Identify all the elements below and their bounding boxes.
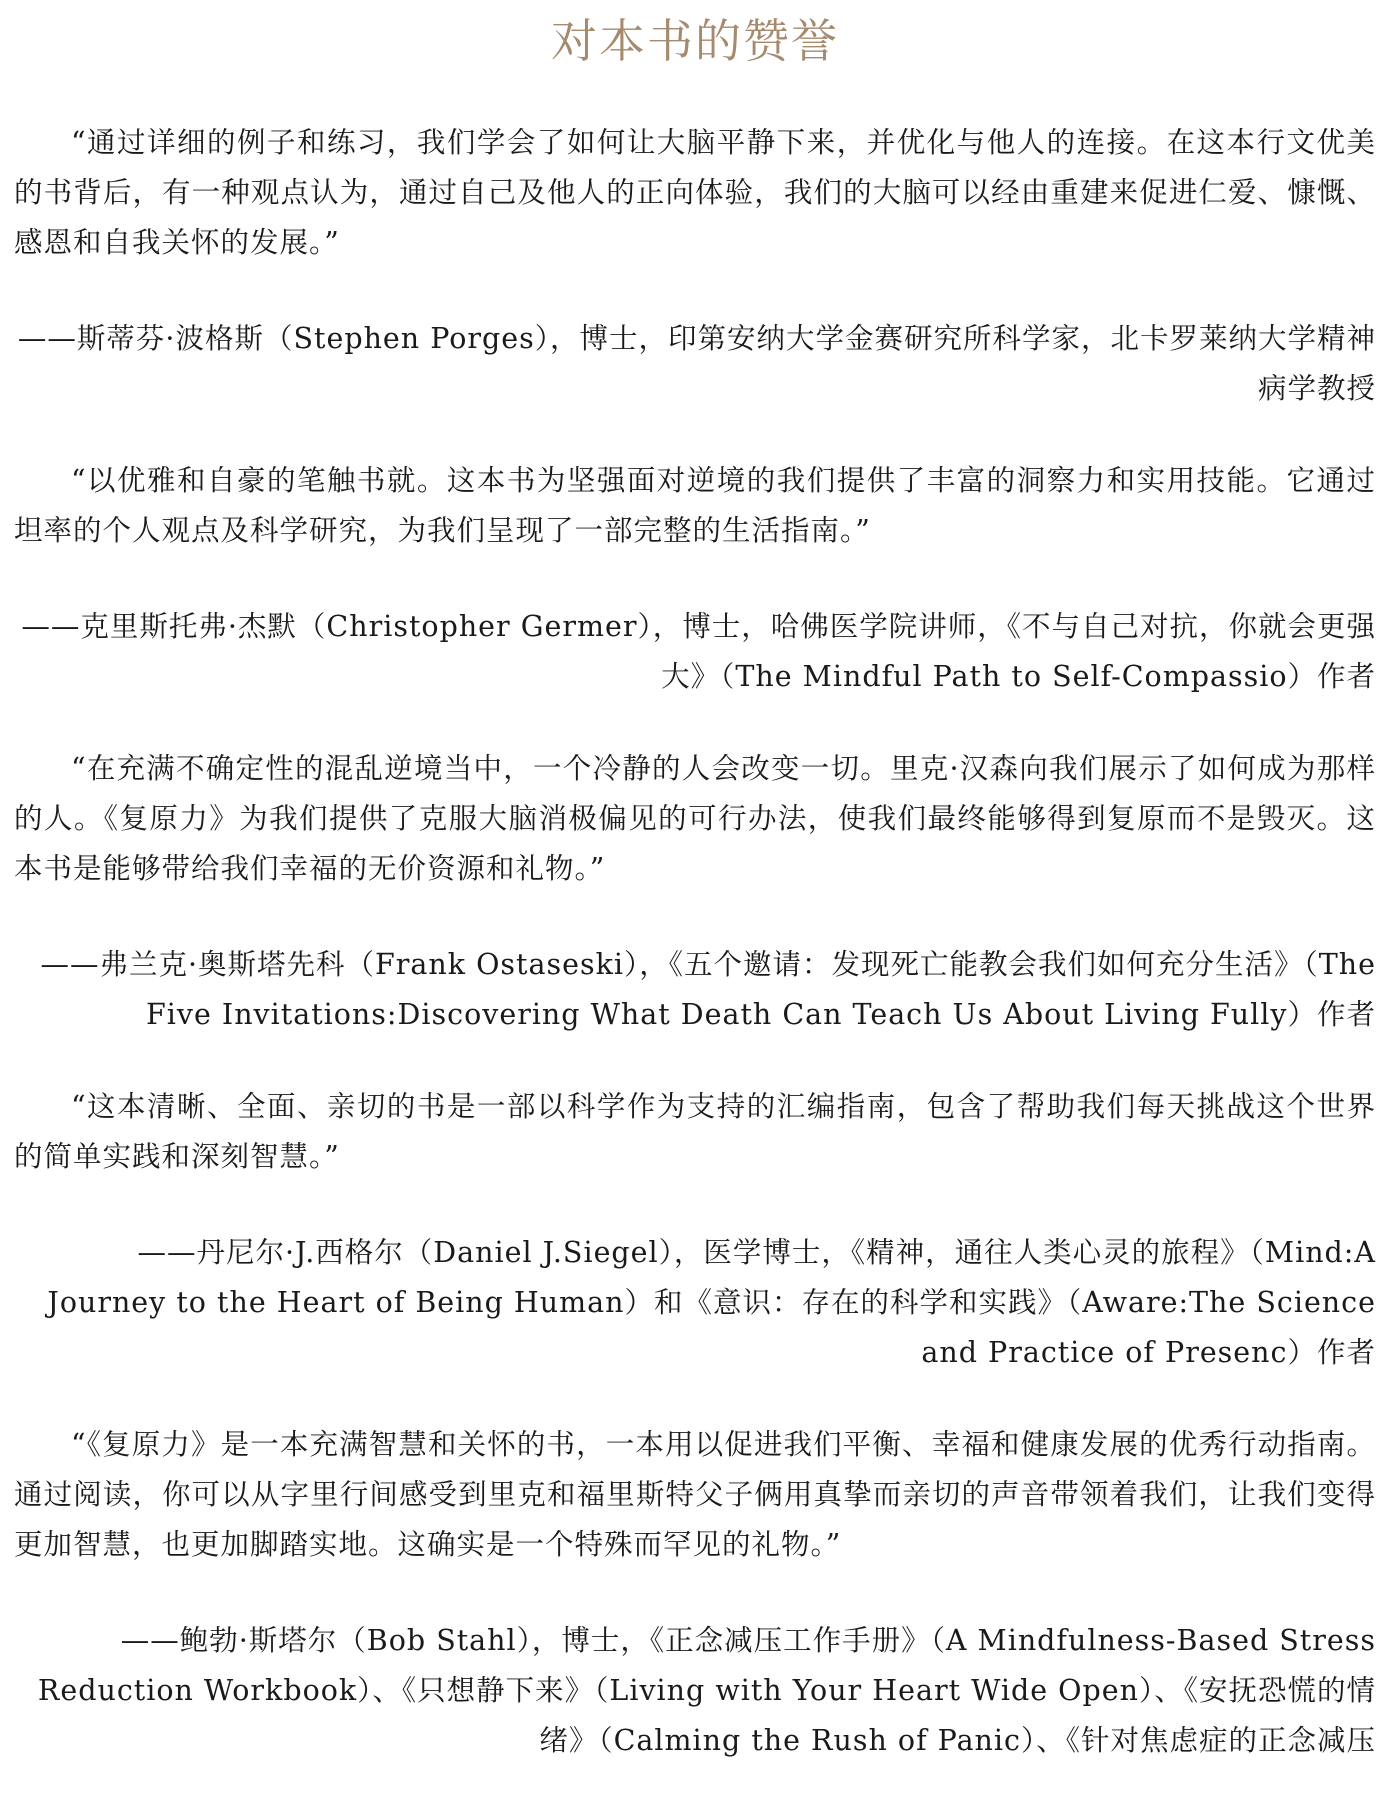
endorsement-attribution: ——斯蒂芬·波格斯（Stephen Porges），博士，印第安纳大学金赛研究所科学家，北卡罗莱纳大学精神病学教授 [17,322,1376,405]
page [14,0,1376,1766]
endorsement-attribution: ——丹尼尔·J.西格尔（Daniel J.Siegel），医学博士，《精神，通往人类心灵的旅程》（Mind:A Journey to the Heart of Being Human）和《意识：存在的科学和实践》（Aware:The Science and Practice of Presenc）作者 [47,1236,1376,1369]
page-title: 对本书的赞誉 [551,14,839,68]
endorsement-attribution: ——弗兰克·奥斯塔先科（Frank Ostaseski），《五个邀请：发现死亡能教会我们如何充分生活》（The Five Invitations:Discovering What Death Can Teach Us About Living Fully）作者 [40,948,1376,1031]
endorsement-quote: “通过详细的例子和练习，我们学会了如何让大脑平静下来，并优化与他人的连接。在这本行文优美的书背后，有一种观点认为，通过自己及他人的正向体验，我们的大脑可以经由重建来促进仁爱、慷慨、感恩和自我关怀的发展。” [14,126,1376,259]
endorsement [14,456,1376,702]
endorsement-quote: “在充满不确定性的混乱逆境当中，一个冷静的人会改变一切。里克·汉森向我们展示了如何成为那样的人。《复原力》为我们提供了克服大脑消极偏见的可行办法，使我们最终能够得到复原而不是毁灭。这本书是能够带给我们幸福的无价资源和礼物。” [14,752,1376,885]
endorsement [14,1082,1376,1378]
endorsement-quote: “这本清晰、全面、亲切的书是一部以科学作为支持的汇编指南，包含了帮助我们每天挑战这个世界的简单实践和深刻智慧。” [14,1090,1376,1173]
endorsement [14,1420,1376,1766]
endorsement-quote: “以优雅和自豪的笔触书就。这本书为坚强面对逆境的我们提供了丰富的洞察力和实用技能。它通过坦率的个人观点及科学研究，为我们呈现了一部完整的生活指南。” [14,464,1376,547]
endorsement [14,744,1376,1040]
endorsement [14,118,1376,414]
endorsement-quote: “《复原力》是一本充满智慧和关怀的书，一本用以促进我们平衡、幸福和健康发展的优秀行动指南。通过阅读，你可以从字里行间感受到里克和福里斯特父子俩用真挚而亲切的声音带领着我们，让我们变得更加智慧，也更加脚踏实地。这确实是一个特殊而罕见的礼物。” [14,1428,1376,1561]
endorsement-attribution: ——鲍勃·斯塔尔（Bob Stahl），博士，《正念减压工作手册》（A Mindfulness-Based Stress Reduction Workbook）、《只想静下来》（Living with Your Heart Wide Open）、《安抚恐慌的情绪》（Calming the Rush of Panic）、《针对焦虑症的正念减压 [37,1624,1376,1757]
endorsement-attribution: ——克里斯托弗·杰默（Christopher Germer），博士，哈佛医学院讲师，《不与自己对抗，你就会更强大》（The Mindful Path to Self-Compassio）作者 [21,610,1376,693]
